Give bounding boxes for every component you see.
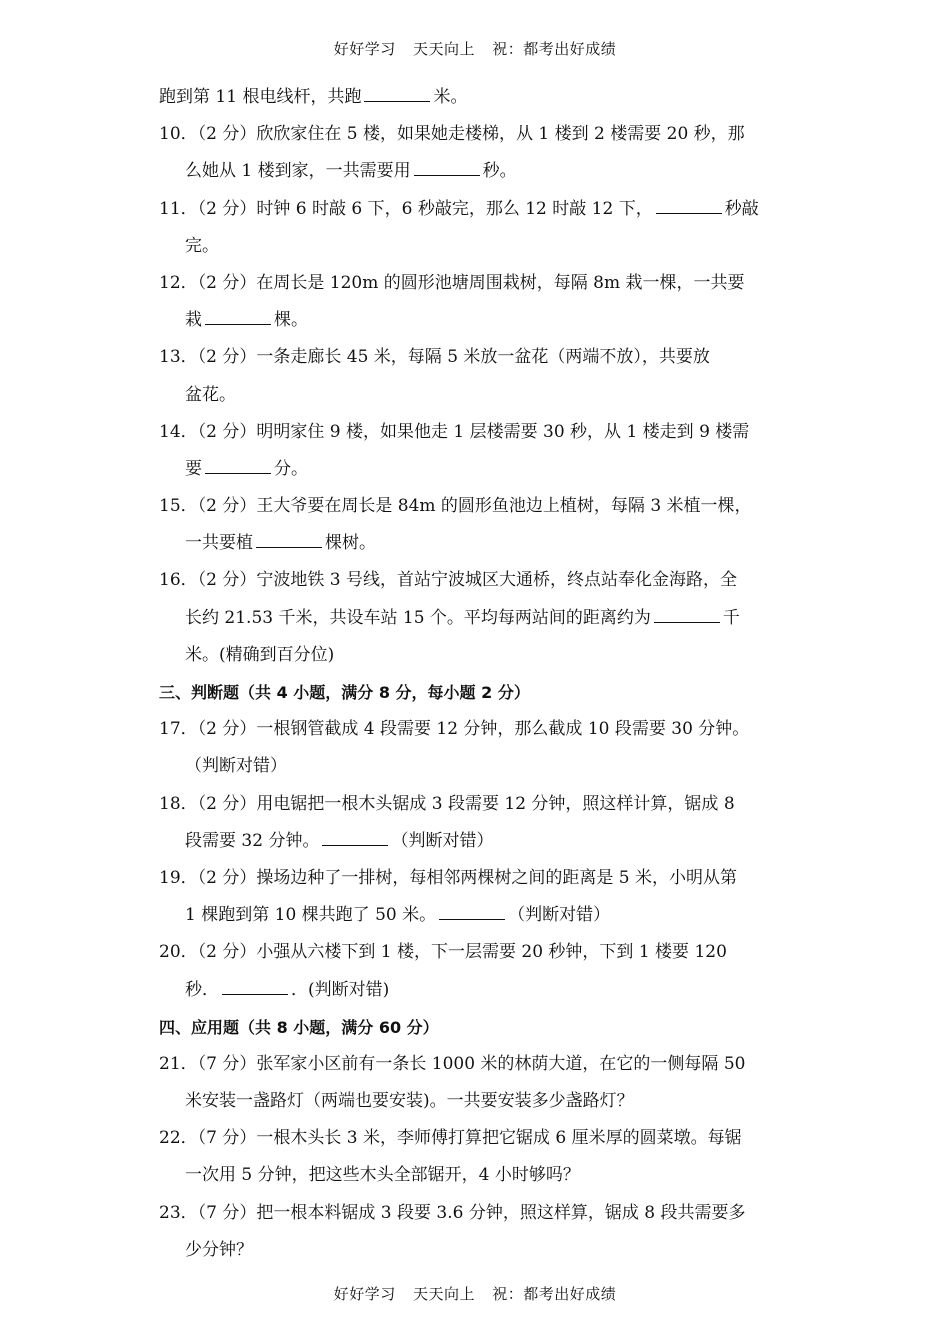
question-22: 22．（7 分）一根木头长 3 米，李师傅打算把它锯成 6 厘米厚的圆菜墩。每锯 <box>159 1128 742 1149</box>
section-3-heading: 三、判断题（共 4 小题，满分 8 分，每小题 2 分） <box>159 683 530 702</box>
question-13: 13．（2 分）一条走廊长 45 米，每隔 5 米放一盆花（两端不放），共要放 <box>159 347 710 368</box>
question-18: 18．（2 分）用电锯把一根木头锯成 3 段需要 12 分钟，照这样计算，锯成 8 <box>159 793 735 814</box>
question-15-cont: 一共要植 棵树。 <box>185 533 376 554</box>
question-22-cont: 一次用 5 分钟，把这些木头全部锯开，4 小时够吗？ <box>185 1165 580 1186</box>
question-20: 20．（2 分）小强从六楼下到 1 楼，下一层需要 20 秒钟，下到 1 楼要 120 <box>159 942 727 963</box>
question-16-cont2: 米。(精确到百分位) <box>185 644 335 665</box>
question-16: 16．（2 分）宁波地铁 3 号线，首站宁波城区大通桥，终点站奉化金海路，全 <box>159 570 737 591</box>
question-13-cont: 盆花。 <box>185 384 236 405</box>
page-header <box>0 38 950 59</box>
question-15: 15．（2 分）王大爷要在周长是 84m 的圆形鱼池边上植树，每隔 3 米植一棵， <box>159 496 752 517</box>
answer-blank[interactable] <box>414 161 480 176</box>
question-23: 23．（7 分）把一根本料锯成 3 段要 3.6 分钟，照这样算，锯成 8 段共需要多 <box>159 1202 746 1223</box>
answer-blank[interactable] <box>439 905 505 920</box>
question-21-cont: 米安装一盏路灯（两端也要安装)。一共要安装多少盏路灯？ <box>185 1091 634 1112</box>
header-text-1: 好好学习 <box>333 40 396 58</box>
answer-blank[interactable] <box>205 459 271 474</box>
question-10: 10．（2 分）欣欣家住在 5 楼，如果她走楼梯，从 1 楼到 2 楼需要 20 秒，那 <box>159 124 745 145</box>
page-footer <box>0 1283 950 1304</box>
question-17-cont: （判断对错） <box>185 756 287 777</box>
question-18-cont: 段需要 32 分钟。 （判断对错） <box>185 830 494 851</box>
answer-blank[interactable] <box>256 533 322 548</box>
question-20-cont: 秒． ．(判断对错) <box>185 979 390 1000</box>
answer-blank[interactable] <box>364 87 430 102</box>
question-23-cont: 少分钟？ <box>185 1239 253 1260</box>
question-12: 12．（2 分）在周长是 120m 的圆形池塘周围栽树，每隔 8m 栽一棵，一共要 <box>159 272 745 293</box>
question-21: 21．（7 分）张军家小区前有一条长 1000 米的林荫大道，在它的一侧每隔 50 <box>159 1053 746 1074</box>
header-text-2: 天天向上 <box>412 40 475 58</box>
footer-text-3: 祝：都考出好成绩 <box>492 1285 617 1303</box>
footer-text-2: 天天向上 <box>412 1285 475 1303</box>
question-19: 19．（2 分）操场边种了一排树，每相邻两棵树之间的距离是 5 米，小明从第 <box>159 867 737 888</box>
question-10-cont: 么她从 1 楼到家，一共需要用 秒。 <box>185 161 517 182</box>
question-16-cont: 长约 21.53 千米，共设车站 15 个。平均每两站间的距离约为 千 <box>185 607 740 628</box>
section-4-heading: 四、应用题（共 8 小题，满分 60 分） <box>159 1017 439 1037</box>
question-19-cont: 1 棵跑到第 10 棵共跑了 50 米。 （判断对错） <box>185 905 611 926</box>
answer-blank[interactable] <box>205 310 271 325</box>
question-12-cont: 栽 棵。 <box>185 310 308 331</box>
question-17: 17．（2 分）一根钢管截成 4 段需要 12 分钟，那么截成 10 段需要 30 分钟。 <box>159 719 750 740</box>
answer-blank[interactable] <box>222 980 288 995</box>
answer-blank[interactable] <box>322 831 388 846</box>
answer-blank[interactable] <box>654 608 720 623</box>
question-14-cont: 要 分。 <box>185 458 308 479</box>
footer-text-1: 好好学习 <box>333 1285 396 1303</box>
header-text-3: 祝：都考出好成绩 <box>492 40 617 58</box>
question-11: 11．（2 分）时钟 6 时敲 6 下，6 秒敲完，那么 12 时敲 12 下， 秒敲 <box>159 198 759 219</box>
answer-blank[interactable] <box>656 199 722 214</box>
question-content <box>159 79 799 1269</box>
question-11-cont: 完。 <box>185 235 219 256</box>
line-continuation: 跑到第 11 根电线杆，共跑 米。 <box>159 87 468 107</box>
question-14: 14．（2 分）明明家住 9 楼，如果他走 1 层楼需要 30 秒，从 1 楼走到 9 楼需 <box>159 421 750 442</box>
